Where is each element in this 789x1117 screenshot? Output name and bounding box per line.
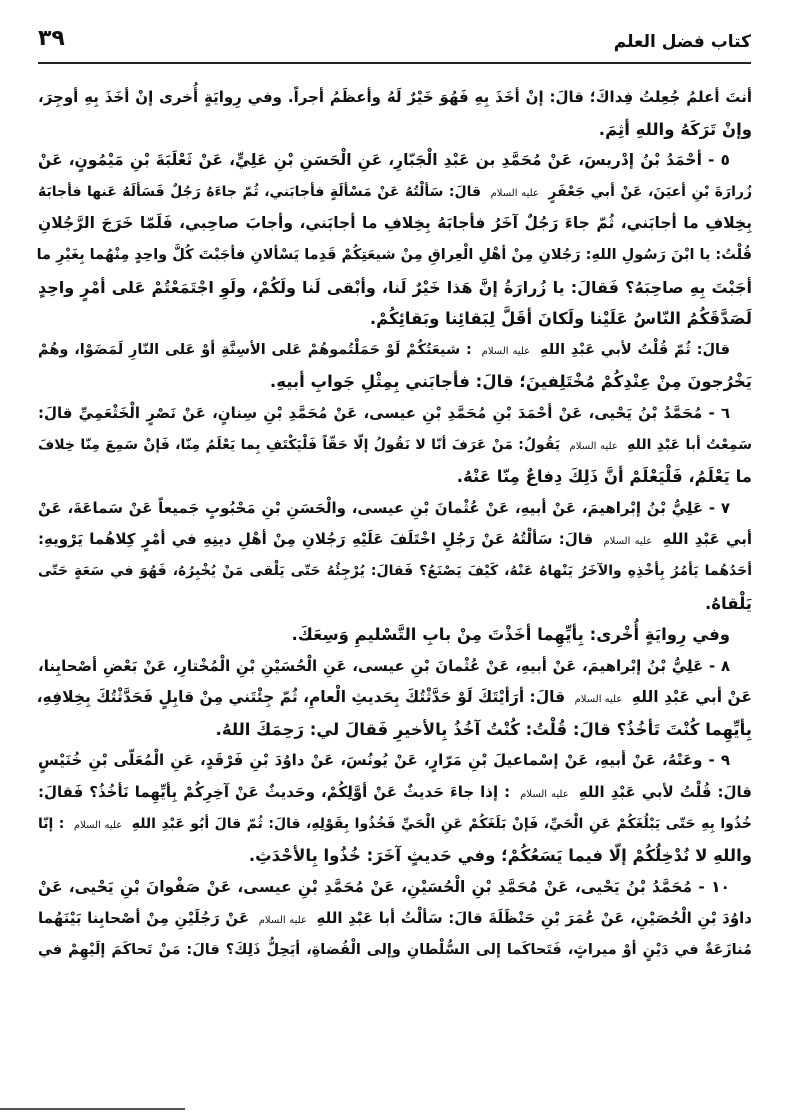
line-text: مُنازَعَةٌ في دَيْنٍ أوْ ميراثٍ، فَتَحاكَما إلى السُّلْطانِ وإلى الْقُضاةِ، أيَحِلُّ ذَلِكَ؟ قالَ: مَنْ تَحاكَمَ إلَيْهِمْ في xyxy=(38,942,752,959)
line-text: بِخِلافِ ما أجابَني، ثُمّ جاءَ رَجُلٌ آخَرُ فأجابَهُ بِخِلافِ ما أجابَني، وأجابَ صاحِبي، فَلَمّا خَرَجَ الرَّجُلانِ xyxy=(38,214,752,233)
line-text: زُرارَةَ بْنِ أعيَنَ، عَنْ أبي جَعْفَرٍ xyxy=(548,183,753,200)
text-line xyxy=(38,714,752,746)
line-text: ٩ - وعَنْهُ، عَنْ أبيهِ، عَنْ إسْماعيلَ بْنِ مَرّارٍ، عَنْ يُونُسَ، عَنْ داوُدَ بْنِ فَرْقَدٍ، عَنِ الْمُعَلّى بْنِ خُنَيْسٍ xyxy=(38,751,730,770)
line-text: وإنْ تَرَكَهُ واللهِ أثِمَ. xyxy=(598,119,752,139)
book-title: كتاب فضل العلم xyxy=(613,32,751,52)
line-text: عَنْ أبي عَبْدِ اللهِ xyxy=(631,688,752,707)
line-text: أبي عَبْدِ اللهِ xyxy=(662,530,752,549)
line-text: قالَ: قُلْتُ لأبي عَبْدِ اللهِ xyxy=(578,783,753,802)
line-text: بِأيِّهِما كُنْتَ تَأخُذُ؟ قالَ: قُلْتُ: كُنْتُ آخُذُ بِالأخيرِ فَقالَ لي: رَحِمَكَ اللهُ. xyxy=(215,719,752,739)
line-text: : إذا جاءَ حَديثٌ عَنْ أوَّلِكُمْ، وحَديثٌ عَنْ آخِرِكُمْ بِأيِّهِما نَأخُذُ؟ فَقالَ: xyxy=(38,783,511,802)
line-text: داوُدَ بْنِ الْحُصَيْنِ، عَنْ عُمَرَ بْنِ حَنْظَلَةَ قالَ: سَألْتُ أبا عَبْدِ اللهِ xyxy=(316,909,752,928)
text-line xyxy=(38,335,752,367)
text-line xyxy=(38,809,752,841)
line-text: يَلْقاهُ. xyxy=(704,593,752,613)
line-text: لَصَدَّقَكُمُ النّاسُ عَلَيْنا ولَكانَ أقَلَّ لِبَقائِنا وبَقائِكُمْ. xyxy=(369,309,752,329)
line-text: يَخْرُجونَ مِنْ عِنْدِكُمْ مُخْتَلِفينَ؛ قالَ: فأجابَني بِمِثْلِ جَوابِ أبيهِ. xyxy=(269,372,752,392)
header-rule xyxy=(38,62,751,64)
text-line xyxy=(38,208,752,240)
line-text: واللهِ لا نُدْخِلُكُمْ إلّا فيما يَسَعُكُمْ؛ وفي حَديثٍ آخَرَ: خُذُوا بِالأحْدَثِ. xyxy=(248,846,752,866)
text-line xyxy=(38,745,752,777)
line-text: قالَ: سَألْتُهُ عَنْ رَجُلٍ اخْتَلَفَ عَلَيْهِ رَجُلانِ مِنْ أهْلِ دينِهِ في أمْرٍ كِلاهُما يَرْويهِ: xyxy=(38,530,594,549)
line-text: قالَ: أرَأيْتَكَ لَوْ حَدَّثْتُكَ بِحَديثِ الْعامِ، ثُمّ جِئْتَني مِنْ قابِلٍ فَحَدَّثْتُكَ بِخِلافِهِ، xyxy=(36,688,566,707)
page-body xyxy=(38,82,752,967)
line-text: عَنْ رَجُلَيْنِ مِنْ أصْحابِنا بَيْنَهُما xyxy=(38,909,250,928)
text-line xyxy=(38,619,752,651)
line-text: أحَدُهُما يَأمُرُ بِأخْذِهِ والآخَرُ يَنْهاهُ عَنْهُ، كَيْفَ يَصْنَعُ؟ فَقالَ: يُرْجِئُهُ حَتّى يَلْقى مَنْ يُخْبِرُهُ، فَهُوَ في سَعَةٍ حَتّى xyxy=(38,562,752,579)
line-text: قالَ: سَألْتُهُ عَنْ مَسْألَةٍ فأجابَني، ثُمّ جاءَهُ رَجُلٌ فَسَألَهُ عَنها فأجابَهُ xyxy=(38,183,482,200)
text-line xyxy=(38,240,752,272)
text-line xyxy=(38,303,752,335)
honorific-icon: عليه السلام xyxy=(73,819,123,831)
text-line xyxy=(38,651,752,683)
line-text: وفي رِوايَةٍ أُخْرى: بِأيِّهِما أخَذْتَ مِنْ بابِ التَّسْليمِ وَسِعَكَ. xyxy=(291,625,730,645)
line-text: أجَبْتَ بِهِ صاحِبَهُ؟ فَقالَ: يا زُرارَةُ إنَّ هَذا خَيْرٌ لَنا، وأبْقى لَنا ولَكُمْ، ولَوِ اجْتَمَعْتُمْ عَلى أمْرٍ واحِدٍ xyxy=(38,277,752,297)
footer-rule xyxy=(0,1108,185,1110)
text-line xyxy=(38,682,752,714)
text-line xyxy=(38,524,752,556)
line-text: سَمِعْتُ أبا عَبْدِ اللهِ xyxy=(627,436,753,453)
line-text: يَقُولُ: مَنْ عَرَفَ أنّا لا نَقُولُ إلّا حَقّاً فَلْيَكْتَفِ بِما يَعْلَمُ مِنّا، فَإنْ سَمِعَ مِنّا خِلافَ xyxy=(38,436,561,453)
honorific-icon: عليه السلام xyxy=(520,789,569,801)
line-text: قُلْتُ: يا ابْنَ رَسُولِ اللهِ: رَجُلانِ مِنْ أهْلِ الْعِراقِ مِنْ شيعَتِكُمْ قَدِما يَسْألانِ فأجَبْتَ كُلَّ واحِدٍ مِنْهُما بِغَيْرِ ما xyxy=(36,246,752,263)
text-line xyxy=(38,272,752,304)
honorific-icon: عليه السلام xyxy=(481,345,531,357)
text-line xyxy=(38,903,752,935)
line-text: ما يَعْلَمُ، فَلْيَعْلَمْ أنَّ ذَلِكَ دِفاعٌ مِنّا عَنْهُ. xyxy=(456,467,752,487)
text-line xyxy=(38,82,752,114)
text-line xyxy=(38,398,752,430)
line-text: خُذُوا بِهِ حَتّى يَبْلُغَكُمْ عَنِ الْحَيِّ، فَإنْ بَلَغَكُمْ عَنِ الْحَيِّ فَخُذُوا بِقَوْلِهِ، قالَ: ثُمّ قالَ أبُو عَبْدِ اللهِ xyxy=(131,815,752,832)
page-number: ٣٩ xyxy=(38,26,65,51)
text-line xyxy=(38,493,752,525)
text-line xyxy=(38,366,752,398)
line-text: ٧ - عَلِيُّ بْنُ إبْراهيمَ، عَنْ أبيهِ، عَنْ عُثْمانَ بْنِ عيسى، والْحَسَنِ بْنِ مَحْبُوبٍ جَميعاً عَنْ سَماعَةَ، عَنْ xyxy=(38,498,730,517)
text-line xyxy=(38,430,752,462)
text-line xyxy=(38,177,752,209)
line-text: ١٠ - مُحَمَّدُ بْنُ يَحْيى، عَنْ مُحَمَّدِ بْنِ الْحُسَيْنِ، عَنْ مُحَمَّدِ بْنِ عيسى، عَنْ صَفْوانَ بْنِ يَحْيى، عَنْ xyxy=(38,877,730,896)
text-line xyxy=(38,461,752,493)
honorific-icon: عليه السلام xyxy=(490,187,539,199)
text-line xyxy=(38,145,752,177)
text-line xyxy=(38,556,752,588)
text-line xyxy=(38,935,752,967)
line-text: أنتَ أعلمُ جُعِلتُ فِداكَ؛ قالَ: إنْ أخَذَ بِهِ فَهُوَ خَيْرٌ لَهُ وأعظَمُ أجراً. وفي رِوايَةٍ أُخرى إنْ أخَذَ بِهِ أوجِرَ، xyxy=(38,88,752,106)
text-line xyxy=(38,872,752,904)
line-text: قالَ: ثُمّ قُلْتُ لأبي عَبْدِ اللهِ xyxy=(539,341,730,358)
line-text: : شيعَتُكُمْ لَوْ حَمَلْتُموهُمْ عَلى الأسِنَّةِ أوْ عَلى النّارِ لَمَضَوْا، وهُمْ xyxy=(38,341,472,358)
text-line xyxy=(38,114,752,146)
text-line xyxy=(38,588,752,620)
text-line xyxy=(38,840,752,872)
line-text: ٥ - أحْمَدُ بْنُ إدْريسَ، عَنْ مُحَمَّدِ بن عَبْدِ الْجَبّارِ، عَنِ الْحَسَنِ بْنِ عَلِيٍّ، عَنْ ثَعْلَبَةَ بْنِ مَيْمُونٍ، عَنْ xyxy=(38,151,730,170)
line-text: : إنّا xyxy=(38,815,65,832)
line-text: ٨ - عَلِيُّ بْنُ إبْراهيمَ، عَنْ أبيهِ، عَنْ عُثْمانَ بْنِ عيسى، عَنِ الْحُسَيْنِ بْنِ الْمُخْتارِ، عَنْ بَعْضِ أصْحابِنا، xyxy=(38,656,730,675)
honorific-icon: عليه السلام xyxy=(574,694,623,706)
honorific-icon: عليه السلام xyxy=(258,915,307,927)
honorific-icon: عليه السلام xyxy=(603,536,653,548)
text-line xyxy=(38,777,752,809)
honorific-icon: عليه السلام xyxy=(569,440,618,452)
line-text: ٦ - مُحَمَّدُ بْنُ يَحْيى، عَنْ أحْمَدَ بْنِ مُحَمَّدِ بْنِ عيسى، عَنْ مُحَمَّدِ بْنِ سِنانٍ، عَنْ نَصْرٍ الْخَثْعَمِيِّ قالَ: xyxy=(38,403,730,422)
